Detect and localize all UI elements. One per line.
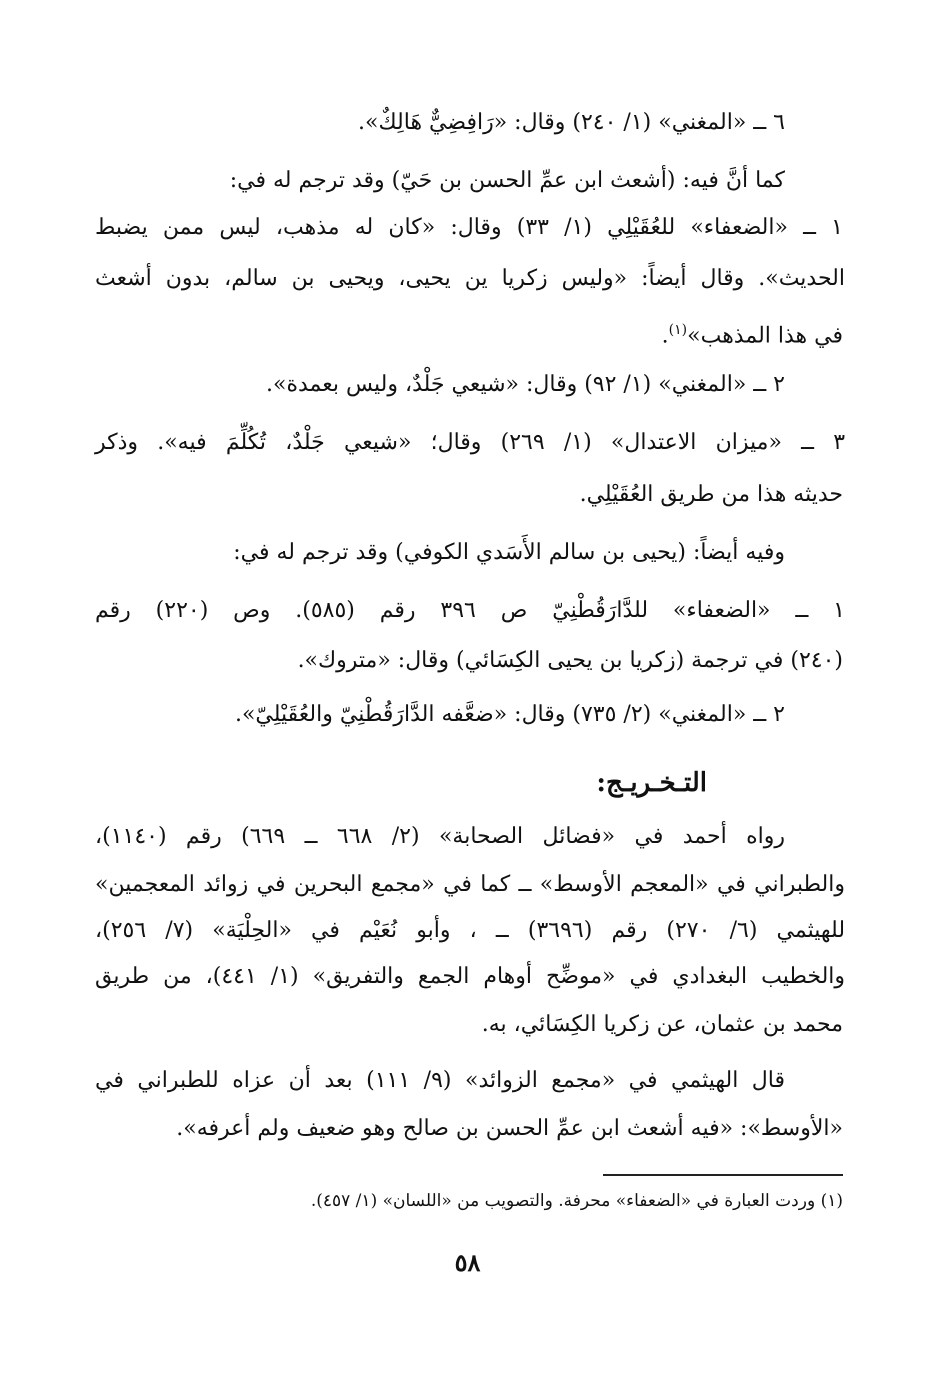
- text-line: ١ ــ «الضعفاء» للعُقَيْلِي (١/ ٣٣) وقال: «كان له مذهب، ليس ممن يضبط: [95, 215, 843, 240]
- text-line: حديثه هذا من طريق العُقَيْلِي.: [579, 482, 843, 507]
- text-line: والطبراني في «المعجم الأوسط» ــ كما في «مجمع البحرين في زوائد المعجمين»: [95, 872, 845, 897]
- text-line: ٣ ــ «ميزان الاعتدال» (١/ ٢٦٩) وقال؛ «شيعي جَلْدٌ، تُكُلِّمَ فيه». وذكر: [95, 430, 846, 455]
- section-heading: التـخـريـج:: [596, 768, 707, 798]
- text-segment: .: [661, 323, 669, 349]
- text-line: «الأوسط»: «فيه أشعث ابن عمِّ الحسن بن صالح وهو ضعيف ولم أعرفه».: [176, 1116, 843, 1141]
- text-line: للهيثمي (٦/ ٢٧٠) رقم (٣٦٩٦) ــ ، وأبو نُعَيْم في «الحِلْيَة» (٧/ ٢٥٦)،: [95, 918, 846, 943]
- text-line: كما أنَّ فيه: (أشعث ابن عمِّ الحسن بن حَيّ) وقد ترجم له في:: [229, 168, 785, 193]
- text-line: قال الهيثمي في «مجمع الزوائد» (٩/ ١١١) بعد أن عزاه للطبراني في: [95, 1068, 785, 1093]
- text-line: ١ ــ «الضعفاء» للدَّارَقُطْنِيّ ص ٣٩٦ رقم (٥٨٥). وص (٢٢٠) رقم: [95, 598, 845, 623]
- text-line: والخطيب البغدادي في «موضِّح أوهام الجمع والتفريق» (١/ ٤٤١)، من طريق: [95, 964, 846, 989]
- text-line: رواه أحمد في «فضائل الصحابة» (٢/ ٦٦٨ ــ ٦٦٩) رقم (١١٤٠)،: [95, 824, 786, 849]
- text-segment: في هذا المذهب»: [687, 323, 843, 349]
- text-line: محمد بن عثمان، عن زكريا الكِسَائي، به.: [481, 1012, 843, 1037]
- footnote: (١) وردت العبارة في «الضعفاء» محرفة. والتصويب من «اللسان» (١/ ٤٥٧).: [310, 1191, 843, 1211]
- text-line: وفيه أيضاً: (يحيى بن سالم الأَسَدي الكوفي) وقد ترجم له في:: [233, 540, 785, 565]
- text-line: (٢٤٠) في ترجمة (زكريا بن يحيى الكِسَائي) وقال: «متروك».: [297, 648, 843, 673]
- text-line: [662, 315, 843, 351]
- text-line: الحديث». وقال أيضاً: «وليس زكريا ين يحيى، ويحيى بن سالم، بدون أشعث: [95, 266, 845, 291]
- page-number: ٥٨: [454, 1248, 481, 1277]
- text-line: ٢ ــ «المغني» (١/ ٩٢) وقال: «شيعي جَلْدٌ، وليس بعمدة».: [265, 372, 785, 397]
- footnote-reference: (١): [668, 322, 688, 338]
- footnote-separator: [603, 1174, 843, 1176]
- text-line: ٢ ــ «المغني» (٢/ ٧٣٥) وقال: «ضعَّفه الدَّارَقُطْنِيّ والعُقَيْلِيّ».: [234, 702, 785, 727]
- text-line: ٦ ــ «المغني» (١/ ٢٤٠) وقال: «رَافِضِيٌّ هَالِكٌ».: [358, 110, 785, 135]
